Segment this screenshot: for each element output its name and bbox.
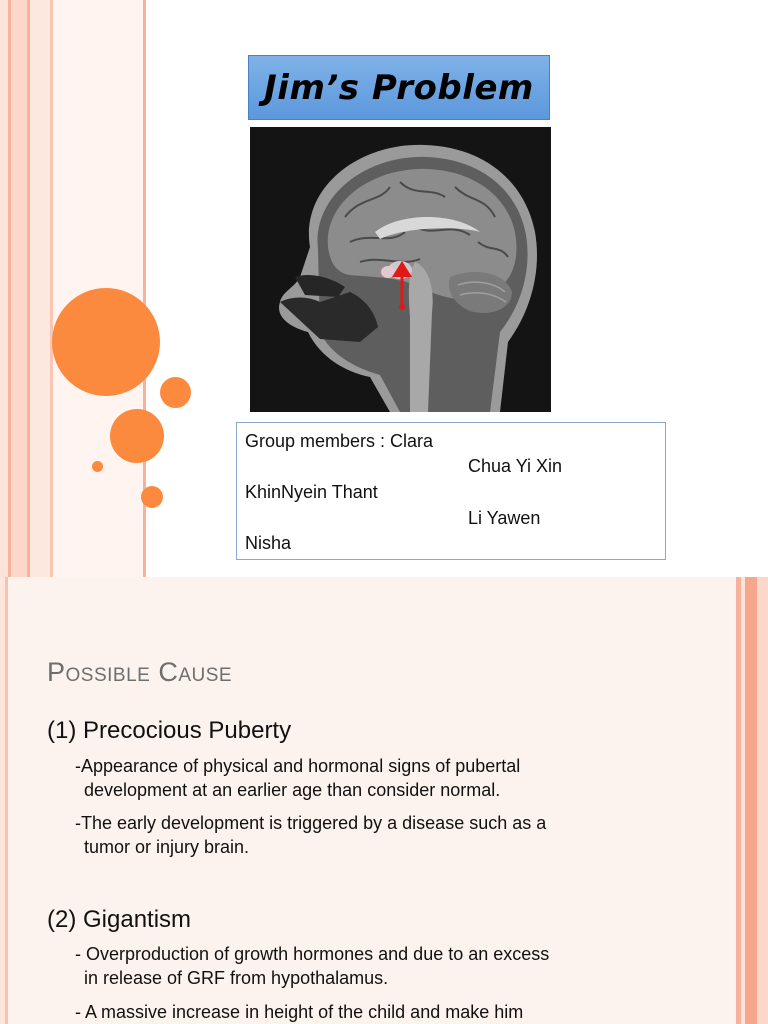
member-line: Li Yawen [468, 508, 541, 528]
cause-title: (1) Precocious Puberty [47, 717, 292, 744]
bullet-line: - A massive increase in height of the child and make him [75, 1002, 524, 1022]
decorative-stripe [5, 577, 8, 1024]
bullet-point [75, 811, 546, 859]
decorative-stripe [0, 0, 8, 577]
title-banner [248, 55, 550, 120]
decorative-circle [52, 288, 160, 396]
member-line: Chua Yi Xin [468, 456, 563, 476]
member-line: KhinNyein Thant [245, 482, 378, 502]
bullet-line: -Appearance of physical and hormonal signs of pubertal [75, 756, 521, 776]
decorative-stripe [745, 577, 757, 1024]
bullet-point [75, 1000, 523, 1024]
bullet-line: development at an earlier age than consider normal. [84, 780, 501, 800]
bullet-point [75, 754, 520, 802]
cause-title: (2) Gigantism [47, 906, 192, 933]
decorative-circle [160, 377, 191, 408]
brain-mri-image [250, 127, 551, 412]
member-line: Group members : Clara [245, 431, 434, 451]
decorative-circle [110, 409, 164, 463]
bullet-line: in release of GRF from hypothalamus. [84, 968, 389, 988]
bullet-point [75, 942, 549, 990]
bullet-line: - Overproduction of growth hormones and due to an excess [75, 944, 550, 964]
bullet-line: -The early development is triggered by a disease such as a [75, 813, 547, 833]
section-heading: Possible Cause [47, 657, 233, 687]
member-line: Nisha [245, 533, 292, 553]
decorative-circle [92, 461, 103, 472]
content-slide [0, 577, 768, 1024]
bullet-line: tumor or injury brain. [84, 837, 250, 857]
decorative-circle [141, 486, 163, 508]
decorative-stripe [30, 0, 50, 577]
slide-title: Jim’s Problem [264, 67, 534, 108]
group-members-box [236, 422, 666, 560]
decorative-stripe [757, 577, 768, 1024]
decorative-stripe [11, 0, 27, 577]
